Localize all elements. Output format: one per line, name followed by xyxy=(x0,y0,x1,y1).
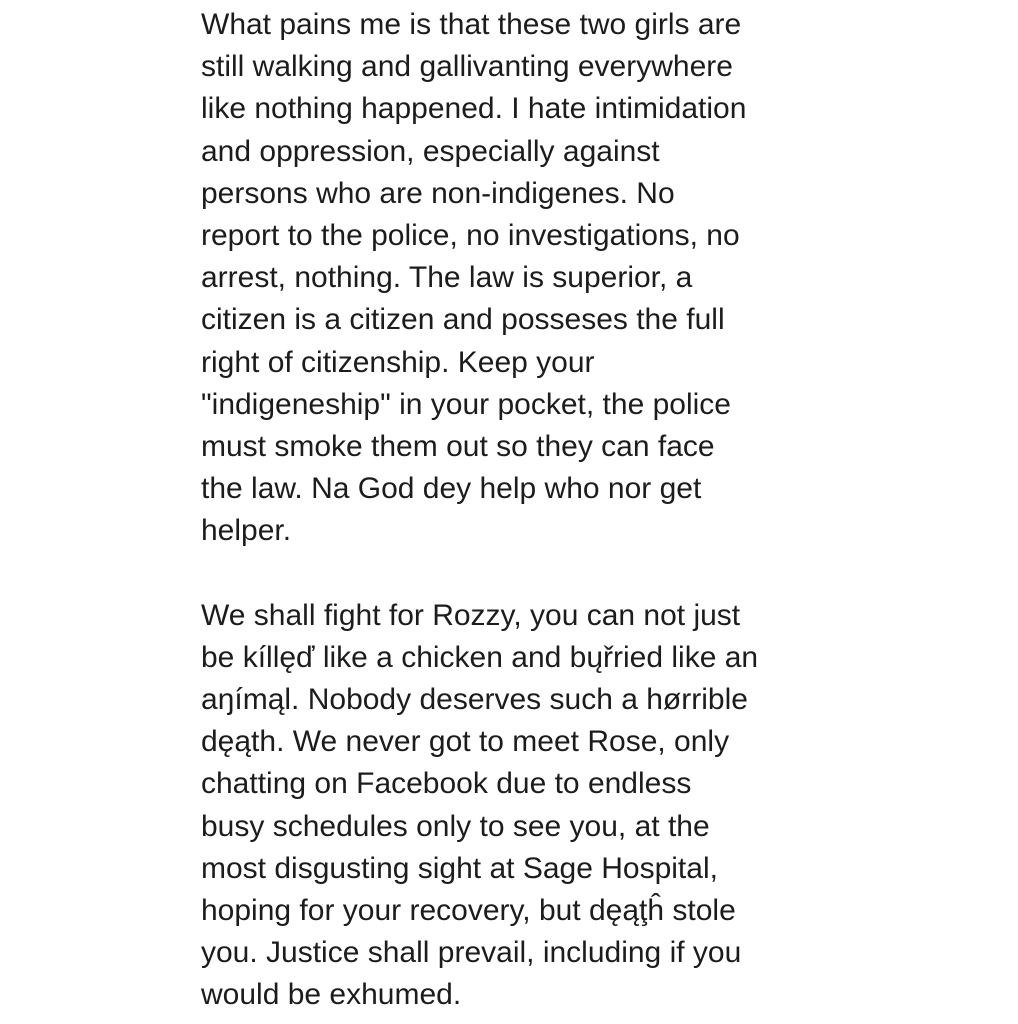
post-text xyxy=(201,4,851,1017)
text-line: most disgusting sight at Sage Hospital, xyxy=(201,851,718,885)
text-line: be kíllęď like a chicken and bųřried like an xyxy=(201,640,759,674)
text-line: "indigeneship" in your pocket, the police xyxy=(201,387,731,421)
text-line: citizen is a citizen and posseses the full xyxy=(201,303,725,337)
text-line: still walking and gallivanting everywhere xyxy=(201,50,733,84)
text-line: persons who are non-indigenes. No xyxy=(201,176,675,210)
text-line: and oppression, especially against xyxy=(201,134,660,168)
text-line: would be exhumed. xyxy=(201,978,462,1012)
text-line: dęąth. We never got to meet Rose, only xyxy=(201,725,730,759)
paragraph-gap xyxy=(201,552,851,594)
text-line: right of citizenship. Keep your xyxy=(201,345,595,379)
text-line: helper. xyxy=(201,514,292,548)
text-line: the law. Na God dey help who nor get xyxy=(201,472,702,506)
text-line: like nothing happened. I hate intimidation xyxy=(201,92,747,126)
paragraph-1 xyxy=(201,4,851,552)
text-line: must smoke them out so they can face xyxy=(201,429,715,463)
text-line: hoping for your recovery, but dęąţĥ stole xyxy=(201,893,736,927)
text-line: report to the police, no investigations, no xyxy=(201,218,740,252)
paragraph-2 xyxy=(201,595,851,1017)
text-line: What pains me is that these two girls are xyxy=(201,8,742,41)
text-line: We shall fight for Rozzy, you can not just xyxy=(201,598,741,632)
text-line: busy schedules only to see you, at the xyxy=(201,809,710,843)
text-line: arrest, nothing. The law is superior, a xyxy=(201,261,693,295)
text-line: chatting on Facebook due to endless xyxy=(201,767,692,801)
text-line: you. Justice shall prevail, including if you xyxy=(201,936,742,970)
text-line: aŋímąl. Nobody deserves such a hørrible xyxy=(201,683,748,716)
